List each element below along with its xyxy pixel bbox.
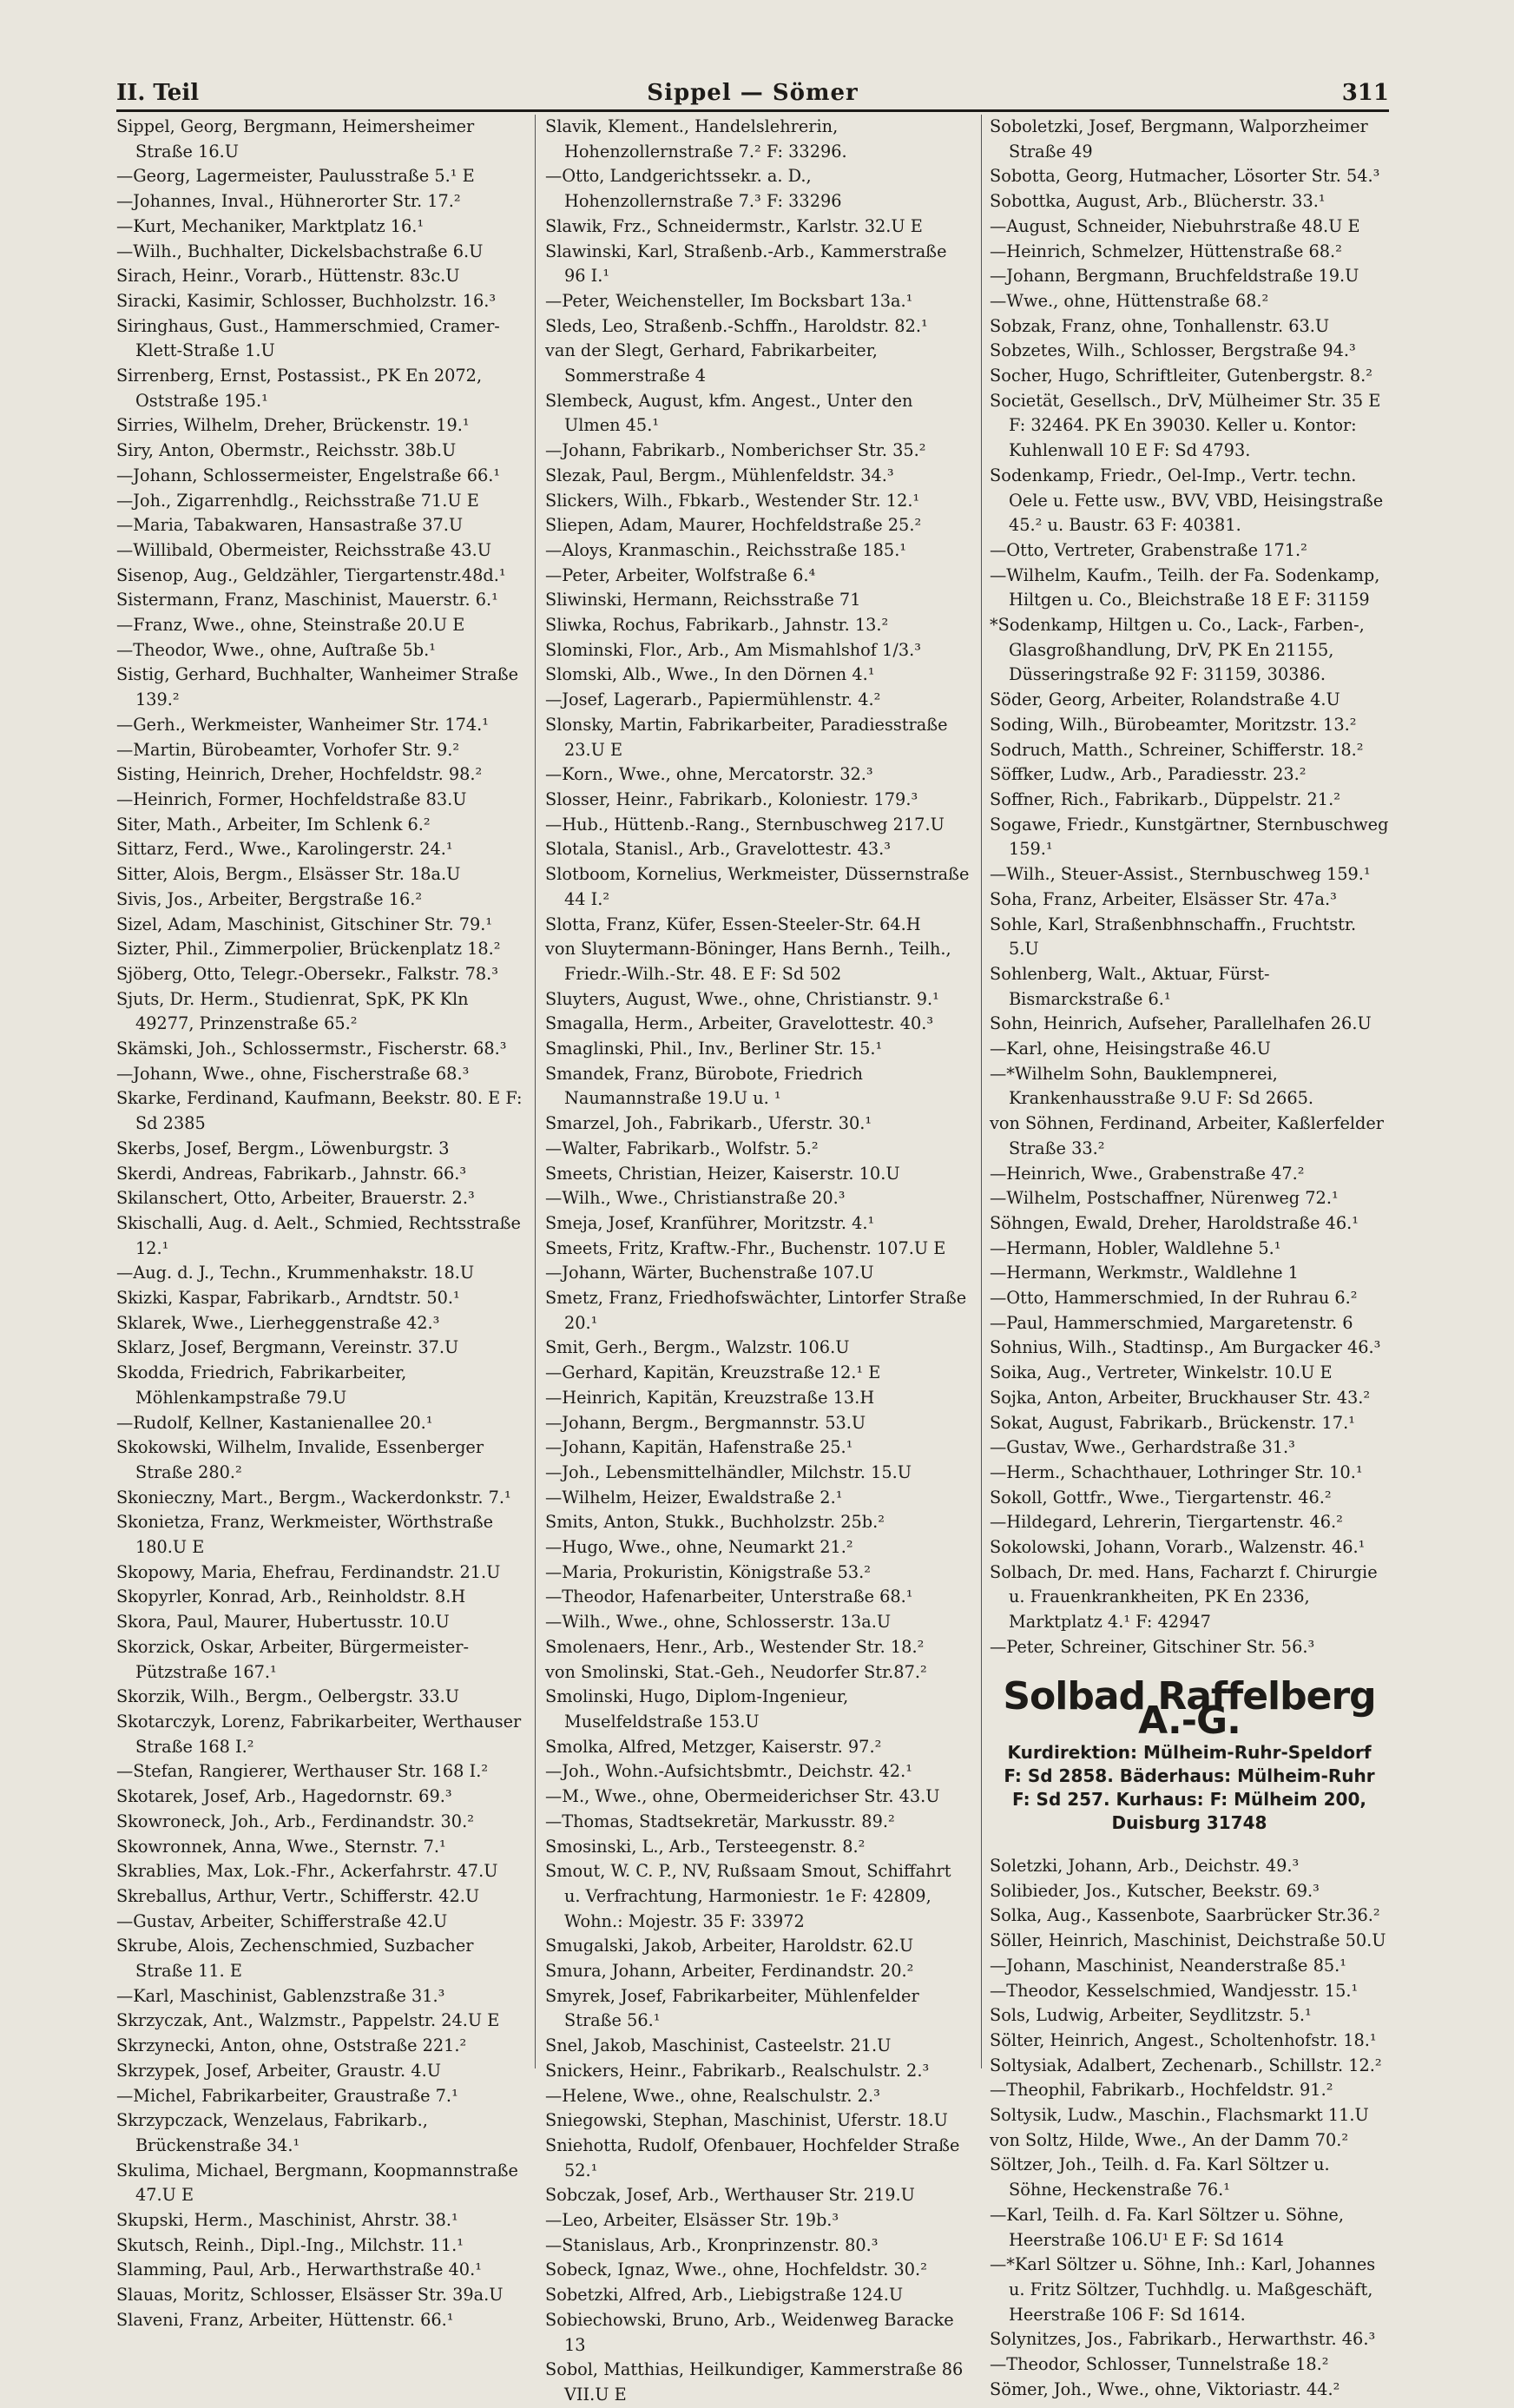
directory-entry: Smits, Anton, Stukk., Buchholzstr. 25b.² — [545, 1512, 885, 1533]
directory-entry: Soboletzki, Josef, Bergmann, Walporzheimer Straße 49 — [990, 116, 1368, 162]
directory-entry: Skora, Paul, Maurer, Hubertusstr. 10.U — [116, 1612, 450, 1633]
directory-entry: Söltzer, Joh., Teilh. d. Fa. Karl Söltzer u. Söhne, Heckenstraße 76.¹ — [990, 2154, 1330, 2200]
directory-entry: Slickers, Wilh., Fbkarb., Westender Str. 12.¹ — [545, 490, 920, 511]
directory-entry: —Wilh., Steuer-Assist., Sternbuschweg 159.¹ — [990, 864, 1371, 885]
directory-entry: Slawik, Frz., Schneidermstr., Karlstr. 32.U E — [545, 215, 923, 236]
directory-entry: Sisenop, Aug., Geldzähler, Tiergartenstr.48d.¹ — [116, 564, 506, 585]
directory-entry: Skulima, Michael, Bergmann, Koopmannstraße 47.U E — [116, 2160, 518, 2206]
directory-entry: —*Karl Söltzer u. Söhne, Inh.: Karl, Johannes u. Fritz Söltzer, Tuchhdlg. u. Maßgeschäft, Heerstraße 106 F: Sd 1614. — [990, 2254, 1376, 2325]
directory-entry: Smura, Johann, Arbeiter, Ferdinandstr. 20.² — [545, 1961, 914, 1982]
directory-entry: —Otto, Vertreter, Grabenstraße 171.² — [990, 539, 1307, 560]
directory-entry: Sluyters, August, Wwe., ohne, Christianstr. 9.¹ — [545, 988, 939, 1009]
part-label: II. Teil — [116, 80, 200, 106]
directory-entry: Siry, Anton, Obermstr., Reichsstr. 38b.U — [116, 440, 457, 461]
directory-entry: —Joh., Lebensmittelhändler, Milchstr. 15.U — [545, 1461, 912, 1482]
column-3-top-entries — [990, 115, 1389, 1660]
directory-entry: van der Slegt, Gerhard, Fabrikarbeiter, Sommerstraße 4 — [545, 340, 878, 386]
directory-entry: —M., Wwe., ohne, Obermeiderichser Str. 43.U — [545, 1786, 940, 1807]
directory-entry: Sjöberg, Otto, Telegr.-Obersekr., Falkstr. 78.³ — [116, 963, 499, 984]
directory-entry: —Heinrich, Kapitän, Kreuzstraße 13.H — [545, 1387, 875, 1408]
directory-entry: —Rudolf, Kellner, Kastanienallee 20.¹ — [116, 1412, 433, 1433]
advertisement-line: F: Sd 2858. Bäderhaus: Mülheim-Ruhr — [1004, 1765, 1375, 1786]
directory-entry: —Hub., Hüttenb.-Rang., Sternbuschweg 217.U — [545, 814, 945, 835]
directory-entry: Sistig, Gerhard, Buchhalter, Wanheimer Straße 139.² — [116, 664, 518, 710]
advertisement-line: F: Sd 257. Kurhaus: F: Mülheim 200, — [1012, 1789, 1366, 1810]
directory-entry: Skonieczny, Mart., Bergm., Wackerdonkstr. 7.¹ — [116, 1487, 511, 1507]
directory-entry: Sisting, Heinrich, Dreher, Hochfeldstr. 98.² — [116, 764, 483, 785]
directory-entry: Sölter, Heinrich, Angest., Scholtenhofstr. 18.¹ — [990, 2029, 1377, 2050]
directory-entry: Sittarz, Ferd., Wwe., Karolingerstr. 24.¹ — [116, 839, 453, 860]
directory-entry: —Georg, Lagermeister, Paulusstraße 5.¹ E — [116, 166, 475, 187]
directory-entry: Sleds, Leo, Straßenb.-Schffn., Haroldstr. 82.¹ — [545, 315, 928, 336]
directory-entry: —Karl, ohne, Heisingstraße 46.U — [990, 1039, 1271, 1059]
directory-entry: —Theodor, Hafenarbeiter, Unterstraße 68.¹ — [545, 1587, 913, 1607]
directory-entry: —Thomas, Stadtsekretär, Markusstr. 89.² — [545, 1811, 895, 1831]
directory-entry: Smeja, Josef, Kranführer, Moritzstr. 4.¹ — [545, 1212, 875, 1233]
directory-entry: —Wwe., ohne, Hüttenstraße 68.² — [990, 290, 1269, 311]
directory-entry: Siter, Math., Arbeiter, Im Schlenk 6.² — [116, 814, 431, 835]
directory-entry: Soffner, Rich., Fabrikarb., Düppelstr. 21.² — [990, 788, 1340, 809]
directory-entry: Sklarek, Wwe., Lierheggenstraße 42.³ — [116, 1312, 440, 1333]
directory-entry: Skonietza, Franz, Werkmeister, Wörthstraße 180.U E — [116, 1512, 494, 1558]
directory-entry: —Heinrich, Wwe., Grabenstraße 47.² — [990, 1163, 1305, 1184]
advertisement — [990, 1673, 1389, 1835]
directory-entry: Sokoll, Gottfr., Wwe., Tiergartenstr. 46.² — [990, 1487, 1332, 1507]
directory-entry: Skotarek, Josef, Arb., Hagedornstr. 69.³ — [116, 1786, 452, 1807]
directory-entry: Skrube, Alois, Zechenschmied, Suzbacher Straße 11. E — [116, 1936, 474, 1982]
directory-entry: Skrzypczack, Wenzelaus, Fabrikarb., Brückenstraße 34.¹ — [116, 2110, 428, 2155]
directory-entry: —Theodor, Kesselschmied, Wandjesstr. 15.¹ — [990, 1980, 1359, 2001]
directory-entry: —Johann, Wärter, Buchenstraße 107.U — [545, 1263, 874, 1283]
directory-entry: Slominski, Flor., Arb., Am Mismahlshof 1/3.³ — [545, 639, 921, 660]
directory-entry: Siracki, Kasimir, Schlosser, Buchholzstr. 16.³ — [116, 290, 497, 311]
directory-entry: Sniehotta, Rudolf, Ofenbauer, Hochfelder Straße 52.¹ — [545, 2134, 960, 2180]
directory-entry: Sizter, Phil., Zimmerpolier, Brückenplatz 18.² — [116, 939, 501, 960]
directory-entry: Slaveni, Franz, Arbeiter, Hüttenstr. 66.¹ — [116, 2309, 454, 2330]
directory-entry: Skerbs, Josef, Bergm., Löwenburgstr. 3 — [116, 1138, 450, 1158]
directory-entry: Sohnius, Wilh., Stadtinsp., Am Burgacker 46.³ — [990, 1337, 1381, 1358]
directory-entry: Skupski, Herm., Maschinist, Ahrstr. 38.¹ — [116, 2210, 458, 2231]
directory-entry: Slezak, Paul, Bergm., Mühlenfeldstr. 34.³ — [545, 465, 894, 485]
directory-entry: Smeets, Christian, Heizer, Kaiserstr. 10.U — [545, 1163, 900, 1184]
directory-entry: Sjuts, Dr. Herm., Studienrat, SpK, PK Kln 49277, Prinzenstraße 65.² — [116, 988, 469, 1034]
directory-entry: —Johann, Fabrikarb., Nomberichser Str. 35.² — [545, 440, 926, 461]
directory-entry: —Helene, Wwe., ohne, Realschulstr. 2.³ — [545, 2085, 880, 2106]
directory-entry: Smeets, Fritz, Kraftw.-Fhr., Buchenstr. 107.U E — [545, 1237, 946, 1258]
directory-entry: —Joh., Zigarrenhdlg., Reichsstraße 71.U E — [116, 490, 479, 511]
directory-entry: —Josef, Lagerarb., Papiermühlenstr. 4.² — [545, 689, 881, 710]
directory-entry: Smout, W. C. P., NV, Rußsaam Smout, Schiffahrt u. Verfrachtung, Harmoniestr. 1e F: 42809, Wohn.: Mojestr. 35 F: 33972 — [545, 1861, 951, 1931]
directory-entry: —Walter, Fabrikarb., Wolfstr. 5.² — [545, 1138, 819, 1158]
directory-entry: —Maria, Prokuristin, Königstraße 53.² — [545, 1561, 872, 1582]
directory-entry: Skokowski, Wilhelm, Invalide, Essenberger Straße 280.² — [116, 1437, 484, 1482]
directory-entry: —Johann, Maschinist, Neanderstraße 85.¹ — [990, 1955, 1346, 1976]
directory-entry: Sohn, Heinrich, Aufseher, Parallelhafen 26.U — [990, 1013, 1372, 1034]
directory-entry: von Söhnen, Ferdinand, Arbeiter, Kaßlerfelder Straße 33.² — [990, 1113, 1385, 1158]
column-3-bottom-entries — [990, 1854, 1389, 2402]
directory-entry: —Johann, Wwe., ohne, Fischerstraße 68.³ — [116, 1063, 470, 1084]
directory-entry: Skrzyczak, Ant., Walzmstr., Pappelstr. 24.U E — [116, 2010, 500, 2031]
column-divider — [535, 115, 536, 2068]
advertisement-line: Kurdirektion: Mülheim-Ruhr-Speldorf — [1007, 1742, 1372, 1763]
directory-entry: Solbach, Dr. med. Hans, Facharzt f. Chirurgie u. Frauenkrankheiten, PK En 2336, Marktplatz 4.¹ F: 42947 — [990, 1561, 1378, 1633]
directory-entry: —Stefan, Rangierer, Werthauser Str. 168 I.² — [116, 1761, 489, 1782]
directory-entry: Soltysik, Ludw., Maschin., Flachsmarkt 11.U — [990, 2105, 1369, 2126]
directory-entry: Smolenaers, Henr., Arb., Westender Str. 18.² — [545, 1636, 925, 1657]
directory-entry: Smetz, Franz, Friedhofswächter, Lintorfer Straße 20.¹ — [545, 1288, 967, 1333]
directory-entry: —Michel, Fabrikarbeiter, Graustraße 7.¹ — [116, 2085, 458, 2106]
directory-entry: Slosser, Heinr., Fabrikarb., Koloniestr. 179.³ — [545, 788, 918, 809]
directory-entry: Sirries, Wilhelm, Dreher, Brückenstr. 19.¹ — [116, 415, 470, 436]
directory-entry: Smagalla, Herm., Arbeiter, Gravelottestr. 40.³ — [545, 1013, 934, 1034]
directory-entry: Societät, Gesellsch., DrV, Mülheimer Str. 35 E F: 32464. PK En 39030. Keller u. Kontor: Kuhlenwall 10 E F: Sd 4793. — [990, 390, 1381, 461]
directory-entry: —Karl, Teilh. d. Fa. Karl Söltzer u. Söhne, Heerstraße 106.U¹ E F: Sd 1614 — [990, 2204, 1344, 2250]
directory-entry: —Otto, Hammerschmied, In der Ruhrau 6.² — [990, 1288, 1358, 1309]
directory-entry: —Stanislaus, Arb., Kronprinzenstr. 80.³ — [545, 2234, 879, 2255]
directory-entry: —Leo, Arbeiter, Elsässer Str. 19b.³ — [545, 2210, 839, 2231]
directory-entry: —Karl, Maschinist, Gablenzstraße 31.³ — [116, 1985, 445, 2006]
directory-entry: von Smolinski, Stat.-Geh., Neudorfer Str.87.² — [545, 1661, 927, 1682]
directory-entry: —Johann, Bergm., Bergmannstr. 53.U — [545, 1412, 866, 1433]
directory-entry: Snickers, Heinr., Fabrikarb., Realschulstr. 2.³ — [545, 2060, 930, 2081]
directory-entry: Slauas, Moritz, Schlosser, Elsässer Str. 39a.U — [116, 2285, 504, 2306]
directory-entry: —Willibald, Obermeister, Reichsstraße 43.U — [116, 539, 491, 560]
directory-entry: —Theophil, Fabrikarb., Hochfeldstr. 91.² — [990, 2080, 1333, 2101]
directory-entry: —Peter, Weichensteller, Im Bocksbart 13a.¹ — [545, 290, 913, 311]
directory-entry: Skopowy, Maria, Ehefrau, Ferdinandstr. 21.U — [116, 1561, 501, 1582]
directory-entry: Soltysiak, Adalbert, Zechenarb., Schillstr. 12.² — [990, 2055, 1382, 2075]
directory-entry: —Maria, Tabakwaren, Hansastraße 37.U — [116, 515, 464, 536]
directory-entry: Sistermann, Franz, Maschinist, Mauerstr. 6.¹ — [116, 590, 498, 610]
directory-entry: —Wilh., Buchhalter, Dickelsbachstraße 6.U — [116, 241, 484, 261]
directory-entry: Skorzick, Oskar, Arbeiter, Bürgermeister-Pützstraße 167.¹ — [116, 1636, 470, 1682]
directory-entry: Sitter, Alois, Bergm., Elsässer Str. 18a.U — [116, 864, 461, 885]
directory-entry: Soika, Aug., Vertreter, Winkelstr. 10.U E — [990, 1362, 1333, 1383]
directory-entry: —Theodor, Wwe., ohne, Auſtraße 5b.¹ — [116, 639, 436, 660]
directory-entry: Soding, Wilh., Bürobeamter, Moritzstr. 13.² — [990, 714, 1357, 735]
directory-entry: —Herm., Schachthauer, Lothringer Str. 10.¹ — [990, 1461, 1363, 1482]
directory-entry: Smaglinski, Phil., Inv., Berliner Str. 15.¹ — [545, 1039, 883, 1059]
directory-entry: Soletzki, Johann, Arb., Deichstr. 49.³ — [990, 1856, 1300, 1876]
directory-entry: —*Wilhelm Sohn, Bauklempnerei, Krankenhausstraße 9.U F: Sd 2665. — [990, 1063, 1314, 1109]
directory-entry: Skrzynecki, Anton, ohne, Oststraße 221.² — [116, 2035, 467, 2056]
directory-entry: Solibieder, Jos., Kutscher, Beekstr. 69.³ — [990, 1880, 1320, 1901]
directory-entry: Sirach, Heinr., Vorarb., Hüttenstr. 83c.U — [116, 266, 460, 287]
directory-entry: Skarke, Ferdinand, Kaufmann, Beekstr. 80. E F: Sd 2385 — [116, 1088, 523, 1134]
directory-entry: Skowronnek, Anna, Wwe., Sternstr. 7.¹ — [116, 1836, 446, 1857]
directory-entry: Skilanschert, Otto, Arbeiter, Brauerstr. 2.³ — [116, 1188, 475, 1209]
directory-entry: Socher, Hugo, Schriftleiter, Gutenbergstr. 8.² — [990, 366, 1373, 386]
directory-entry: Snel, Jakob, Maschinist, Casteelstr. 21.U — [545, 2035, 892, 2056]
directory-entry: Smolka, Alfred, Metzger, Kaiserstr. 97.² — [545, 1736, 882, 1757]
directory-entry: Sobzak, Franz, ohne, Tonhallenstr. 63.U — [990, 315, 1330, 336]
directory-entry: —Gerhard, Kapitän, Kreuzstraße 12.¹ E — [545, 1362, 881, 1383]
directory-entry: —Aloys, Kranmaschin., Reichsstraße 185.¹ — [545, 539, 907, 560]
directory-entry: Sobol, Matthias, Heilkundiger, Kammerstraße 86 VII.U E — [545, 2359, 964, 2405]
directory-entry: —Johann, Kapitän, Hafenstraße 25.¹ — [545, 1437, 853, 1458]
directory-entry: Sizel, Adam, Maschinist, Gitschiner Str. 79.¹ — [116, 914, 493, 934]
directory-entry: —Wilhelm, Postschaffner, Nürenweg 72.¹ — [990, 1188, 1339, 1209]
directory-entry: Smandek, Franz, Bürobote, Friedrich Naumannstraße 19.U u. ¹ — [545, 1063, 863, 1109]
directory-entry: Slotala, Stanisl., Arb., Gravelottestr. 43.³ — [545, 839, 891, 860]
directory-entry: Smugalski, Jakob, Arbeiter, Haroldstr. 62.U — [545, 1936, 914, 1956]
directory-entry: —Kurt, Mechaniker, Marktplatz 16.¹ — [116, 215, 425, 236]
directory-column-1 — [116, 115, 528, 2330]
directory-entry: —Heinrich, Former, Hochfeldstraße 83.U — [116, 788, 467, 809]
directory-entry: Siringhaus, Gust., Hammerschmied, Cramer-Klett-Straße 1.U — [116, 315, 500, 361]
directory-entry: Sömer, Joh., Wwe., ohne, Viktoriastr. 44.² — [990, 2378, 1340, 2399]
directory-entry: —Aug. d. J., Techn., Krummenhakstr. 18.U — [116, 1263, 475, 1283]
directory-entry: von Sluytermann-Böninger, Hans Bernh., Teilh., Friedr.-Wilh.-Str. 48. E F: Sd 502 — [545, 939, 951, 984]
page-number: 311 — [1341, 80, 1389, 106]
directory-entry: —Franz, Wwe., ohne, Steinstraße 20.U E — [116, 615, 465, 636]
directory-entry: —Joh., Wohn.-Aufsichtsbmtr., Deichstr. 42.¹ — [545, 1761, 912, 1782]
directory-entry: Sobotta, Georg, Hutmacher, Lösorter Str. 54.³ — [990, 166, 1380, 187]
advertisement-line: Duisburg 31748 — [1111, 1812, 1267, 1833]
directory-entry: —Johann, Schlossermeister, Engelstraße 66.¹ — [116, 465, 501, 485]
directory-entry: —Wilh., Wwe., ohne, Schlosserstr. 13a.U — [545, 1612, 892, 1633]
directory-entry: —Wilh., Wwe., Christianstraße 20.³ — [545, 1188, 846, 1209]
directory-entry: *Sodenkamp, Hiltgen u. Co., Lack-, Farben-, Glasgroßhandlung, DrV, PK En 21155, Düsseringstraße 92 F: 31159, 30386. — [990, 615, 1365, 685]
directory-entry: Skreballus, Arthur, Vertr., Schifferstr. 42.U — [116, 1885, 480, 1906]
directory-entry: —Gustav, Wwe., Gerhardstraße 31.³ — [990, 1437, 1295, 1458]
directory-entry: Skerdi, Andreas, Fabrikarb., Jahnstr. 66.³ — [116, 1163, 467, 1184]
directory-entry: Söller, Heinrich, Maschinist, Deichstraße 50.U — [990, 1930, 1386, 1951]
directory-entry: Sobzetes, Wilh., Schlosser, Bergstraße 94.³ — [990, 340, 1356, 361]
directory-entry: Sodenkamp, Friedr., Oel-Imp., Vertr. techn. Oele u. Fette usw., BVV, VBD, Heisingstraße 45.² u. Baustr. 63 F: 40381. — [990, 465, 1384, 536]
directory-entry: —August, Schneider, Niebuhrstraße 48.U E — [990, 215, 1360, 236]
directory-entry: Sirrenberg, Ernst, Postassist., PK En 2072, Oststraße 195.¹ — [116, 366, 483, 411]
directory-entry: Skowroneck, Joh., Arb., Ferdinandstr. 30.² — [116, 1811, 474, 1831]
directory-entry: —Johannes, Inval., Hühnerorter Str. 17.² — [116, 191, 461, 212]
directory-entry: Solynitzes, Jos., Fabrikarb., Herwarthstr. 46.³ — [990, 2329, 1376, 2350]
directory-entry: Sippel, Georg, Bergmann, Heimersheimer Straße 16.U — [116, 116, 475, 162]
directory-entry: Skizki, Kaspar, Fabrikarb., Arndtstr. 50.¹ — [116, 1288, 460, 1309]
directory-entry: Sohlenberg, Walt., Aktuar, Fürst-Bismarckstraße 6.¹ — [990, 963, 1270, 1009]
directory-entry: Söffker, Ludw., Arb., Paradiesstr. 23.² — [990, 764, 1307, 785]
directory-entry: Sniegowski, Stephan, Maschinist, Uferstr. 18.U — [545, 2110, 948, 2131]
directory-column-2 — [545, 115, 972, 2405]
directory-entry: —Martin, Bürobeamter, Vorhofer Str. 9.² — [116, 739, 460, 760]
advertisement-title: Solbad Raffelberg A.-G. — [1003, 1673, 1376, 1744]
directory-entry: Sohle, Karl, Straßenbhnschaffn., Fruchtstr. 5.U — [990, 914, 1357, 960]
directory-entry: —Hildegard, Lehrerin, Tiergartenstr. 46.² — [990, 1512, 1343, 1533]
column-divider — [981, 115, 982, 2068]
directory-entry: Smolinski, Hugo, Diplom-Ingenieur, Muselfeldstraße 153.U — [545, 1686, 849, 1732]
directory-entry: Sliwka, Rochus, Fabrikarb., Jahnstr. 13.² — [545, 615, 889, 636]
directory-entry: —Gerh., Werkmeister, Wanheimer Str. 174.¹ — [116, 714, 490, 735]
directory-column-3 — [990, 115, 1389, 2399]
directory-entry: Solka, Aug., Kassenbote, Saarbrücker Str.36.² — [990, 1905, 1380, 1926]
directory-entry: Slavik, Klement., Handelslehrerin, Hohenzollernstraße 7.² F: 33296. — [545, 116, 847, 162]
directory-entry: —Hugo, Wwe., ohne, Neumarkt 21.² — [545, 1537, 853, 1558]
directory-entry: Söder, Georg, Arbeiter, Rolandstraße 4.U — [990, 689, 1340, 710]
directory-entry: Slawinski, Karl, Straßenb.-Arb., Kammerstraße 96 I.¹ — [545, 241, 947, 287]
directory-entry: Skämski, Joh., Schlossermstr., Fischerstr. 68.³ — [116, 1039, 507, 1059]
directory-entry: Sobiechowski, Bruno, Arb., Weidenweg Baracke 13 — [545, 2309, 954, 2355]
directory-entry: —Peter, Schreiner, Gitschiner Str. 56.³ — [990, 1636, 1315, 1657]
directory-entry: Sojka, Anton, Arbeiter, Bruckhauser Str. 43.² — [990, 1387, 1371, 1408]
directory-entry: Sodruch, Matth., Schreiner, Schifferstr. 18.² — [990, 739, 1364, 760]
directory-entry: Sivis, Jos., Arbeiter, Bergstraße 16.² — [116, 888, 423, 909]
directory-entry: Sokat, August, Fabrikarb., Brückenstr. 17.¹ — [990, 1412, 1355, 1433]
directory-entry: —Wilhelm, Kaufm., Teilh. der Fa. Sodenkamp, Hiltgen u. Co., Bleichstraße 18 E F: 31159 — [990, 564, 1380, 610]
directory-entry: Slembeck, August, kfm. Angest., Unter den Ulmen 45.¹ — [545, 390, 913, 436]
directory-entry: —Theodor, Schlosser, Tunnelstraße 18.² — [990, 2354, 1329, 2375]
directory-entry: Sobetzki, Alfred, Arb., Liebigstraße 124.U — [545, 2285, 904, 2306]
page-range-title: Sippel — Sömer — [647, 80, 859, 106]
directory-entry: Sklarz, Josef, Bergmann, Vereinstr. 37.U — [116, 1337, 459, 1358]
directory-entry: Sliwinski, Hermann, Reichsstraße 71 — [545, 590, 861, 610]
directory-entry: Slonsky, Martin, Fabrikarbeiter, Paradiesstraße 23.U E — [545, 714, 948, 760]
directory-entry: Smarzel, Joh., Fabrikarb., Uferstr. 30.¹ — [545, 1113, 872, 1134]
directory-entry: Slomski, Alb., Wwe., In den Dörnen 4.¹ — [545, 664, 875, 685]
directory-entry: —Hermann, Werkmstr., Waldlehne 1 — [990, 1263, 1299, 1283]
directory-entry: Smyrek, Josef, Fabrikarbeiter, Mühlenfelder Straße 56.¹ — [545, 1985, 919, 2031]
directory-entry: Sobottka, August, Arb., Blücherstr. 33.¹ — [990, 191, 1326, 212]
directory-entry: Skodda, Friedrich, Fabrikarbeiter, Möhlenkampstraße 79.U — [116, 1362, 407, 1408]
directory-entry: Skorzik, Wilh., Bergm., Oelbergstr. 33.U — [116, 1686, 460, 1707]
directory-entry: —Heinrich, Schmelzer, Hüttenstraße 68.² — [990, 241, 1342, 261]
directory-entry: von Soltz, Hilde, Wwe., An der Damm 70.² — [990, 2129, 1349, 2150]
directory-entry: —Korn., Wwe., ohne, Mercatorstr. 32.³ — [545, 764, 873, 785]
directory-entry: Soha, Franz, Arbeiter, Elsässer Str. 47a.³ — [990, 888, 1337, 909]
directory-entry: Smit, Gerh., Bergm., Walzstr. 106.U — [545, 1337, 850, 1358]
directory-entry: Sliepen, Adam, Maurer, Hochfeldstraße 25.² — [545, 515, 922, 536]
header-rule — [116, 109, 1389, 112]
directory-entry: —Hermann, Hobler, Waldlehne 5.¹ — [990, 1237, 1281, 1258]
directory-entry: Slotta, Franz, Küfer, Essen-Steeler-Str. 64.H — [545, 914, 921, 934]
directory-entry: Sobczak, Josef, Arb., Werthauser Str. 219.U — [545, 2185, 915, 2206]
directory-entry: Slamming, Paul, Arb., Herwarthstraße 40.¹ — [116, 2260, 482, 2280]
directory-entry: Slotboom, Kornelius, Werkmeister, Düssernstraße 44 I.² — [545, 864, 970, 909]
directory-entry: Skischalli, Aug. d. Aelt., Schmied, Rechtsstraße 12.¹ — [116, 1212, 521, 1258]
running-header — [116, 76, 1389, 111]
directory-entry: Smosinski, L., Arb., Tersteegenstr. 8.² — [545, 1836, 866, 1857]
directory-entry: —Peter, Arbeiter, Wolfstraße 6.⁴ — [545, 564, 816, 585]
directory-entry: Skutsch, Reinh., Dipl.-Ing., Milchstr. 11.¹ — [116, 2234, 464, 2255]
directory-entry: Sogawe, Friedr., Kunstgärtner, Sternbuschweg 159.¹ — [990, 814, 1389, 860]
directory-entry: Skrablies, Max, Lok.-Fhr., Ackerfahrstr. 47.U — [116, 1861, 498, 1882]
directory-entry: Sokolowski, Johann, Vorarb., Walzenstr. 46.¹ — [990, 1537, 1366, 1558]
directory-entry: Sols, Ludwig, Arbeiter, Seydlitzstr. 5.¹ — [990, 2005, 1312, 2026]
directory-entry: Skopyrler, Konrad, Arb., Reinholdstr. 8.H — [116, 1587, 466, 1607]
directory-entry: —Otto, Landgerichtssekr. a. D., Hohenzollernstraße 7.³ F: 33296 — [545, 166, 842, 212]
directory-entry: —Paul, Hammerschmied, Margaretenstr. 6 — [990, 1312, 1353, 1333]
directory-entry: Skrzypek, Josef, Arbeiter, Graustr. 4.U — [116, 2060, 441, 2081]
directory-entry: —Gustav, Arbeiter, Schifferstraße 42.U — [116, 1910, 448, 1931]
directory-entry: Skotarczyk, Lorenz, Fabrikarbeiter, Werthauser Straße 168 I.² — [116, 1712, 522, 1757]
directory-entry: Sobeck, Ignaz, Wwe., ohne, Hochfeldstr. 30.² — [545, 2260, 927, 2280]
directory-entry: —Johann, Bergmann, Bruchfeldstraße 19.U — [990, 266, 1359, 287]
directory-entry: —Wilhelm, Heizer, Ewaldstraße 2.¹ — [545, 1487, 843, 1507]
directory-entry: Söhngen, Ewald, Dreher, Haroldstraße 46.¹ — [990, 1212, 1359, 1233]
